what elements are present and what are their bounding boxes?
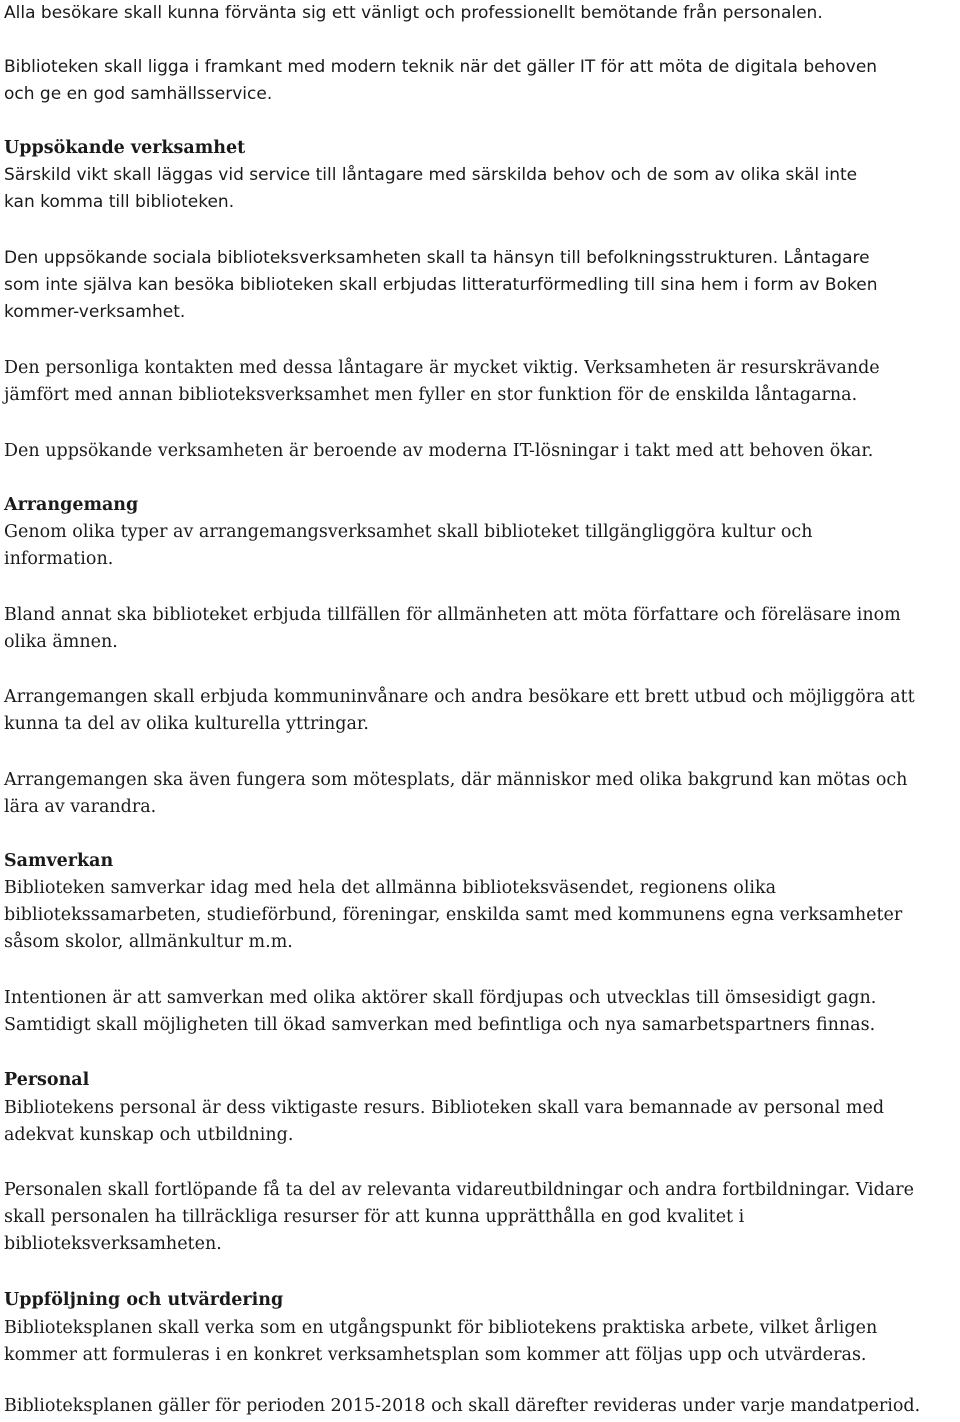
staff-paragraph-1: Bibliotekens personal är dess viktigaste resurs. Biblioteken skall vara bemannade av personal med adekvat kunskap och utbildning.	[4, 1098, 885, 1145]
heading-staff: Personal	[4, 1070, 90, 1090]
cooperation-paragraph-1: Biblioteken samverkar idag med hela det allmänna biblioteksväsendet, regionens olika bibliotekssamarbeten, studieförbund, föreningar, enskilda samt med kommunens egna verksamheter såsom skolor, allmänkultur m.m.	[4, 878, 903, 952]
events-paragraph-3: Arrangemangen skall erbjuda kommuninvånare och andra besökare ett brett utbud och möjliggöra att kunna ta del av olika kulturella yttringar.	[4, 687, 915, 734]
events-paragraph-1: Genom olika typer av arrangemangsverksamhet skall biblioteket tillgängliggöra kultur och information.	[4, 522, 813, 569]
intro-paragraph-2: Biblioteken skall ligga i framkant med modern teknik när det gäller IT för att möta de digitala behoven och ge en god samhällsservice.	[4, 57, 878, 104]
heading-outreach: Uppsökande verksamhet	[4, 138, 246, 158]
outreach-paragraph-3: Den personliga kontakten med dessa låntagare är mycket viktig. Verksamheten är resurskrävande jämfört med annan biblioteksverksamhet men fyller en stor funktion för de enskilda låntagarna.	[4, 358, 880, 405]
outreach-paragraph-1: Särskild vikt skall läggas vid service till låntagare med särskilda behov och de som av olika skäl inte kan komma till biblioteken.	[4, 165, 858, 212]
staff-paragraph-2: Personalen skall fortlöpande få ta del av relevanta vidareutbildningar och andra fortbildningar. Vidare skall personalen ha tillräckliga resurser för att kunna upprätthålla en god kvalitet i biblioteksverksamheten.	[4, 1180, 914, 1254]
followup-paragraph-1: Biblioteksplanen skall verka som en utgångspunkt för bibliotekens praktiska arbete, vilket årligen kommer att formuleras i en konkret verksamhetsplan som kommer att följas upp och utvärderas.	[4, 1318, 878, 1365]
intro-paragraph-1: Alla besökare skall kunna förvänta sig ett vänligt och professionellt bemötande från personalen.	[4, 3, 823, 23]
outreach-paragraph-2: Den uppsökande sociala biblioteksverksamheten skall ta hänsyn till befolkningsstrukturen. Låntagare som inte själva kan besöka biblioteken skall erbjudas litteraturförmedling till sina hem i form av Boken kommer-verksamhet.	[4, 248, 878, 322]
heading-events: Arrangemang	[4, 495, 139, 515]
heading-followup: Uppföljning och utvärdering	[4, 1290, 284, 1310]
heading-cooperation: Samverkan	[4, 851, 114, 871]
events-paragraph-4: Arrangemangen ska även fungera som mötesplats, där människor med olika bakgrund kan mötas och lära av varandra.	[4, 770, 908, 817]
outreach-paragraph-4: Den uppsökande verksamheten är beroende av moderna IT-lösningar i takt med att behoven ökar.	[4, 441, 874, 461]
followup-paragraph-2: Biblioteksplanen gäller för perioden 2015-2018 och skall därefter revideras under varje mandatperiod.	[4, 1396, 921, 1416]
cooperation-paragraph-2: Intentionen är att samverkan med olika aktörer skall fördjupas och utvecklas till ömsesidigt gagn. Samtidigt skall möjligheten till ökad samverkan med befintliga och nya samarbetspartners finnas.	[4, 988, 877, 1035]
events-paragraph-2: Bland annat ska biblioteket erbjuda tillfällen för allmänheten att möta författare och föreläsare inom olika ämnen.	[4, 605, 901, 652]
